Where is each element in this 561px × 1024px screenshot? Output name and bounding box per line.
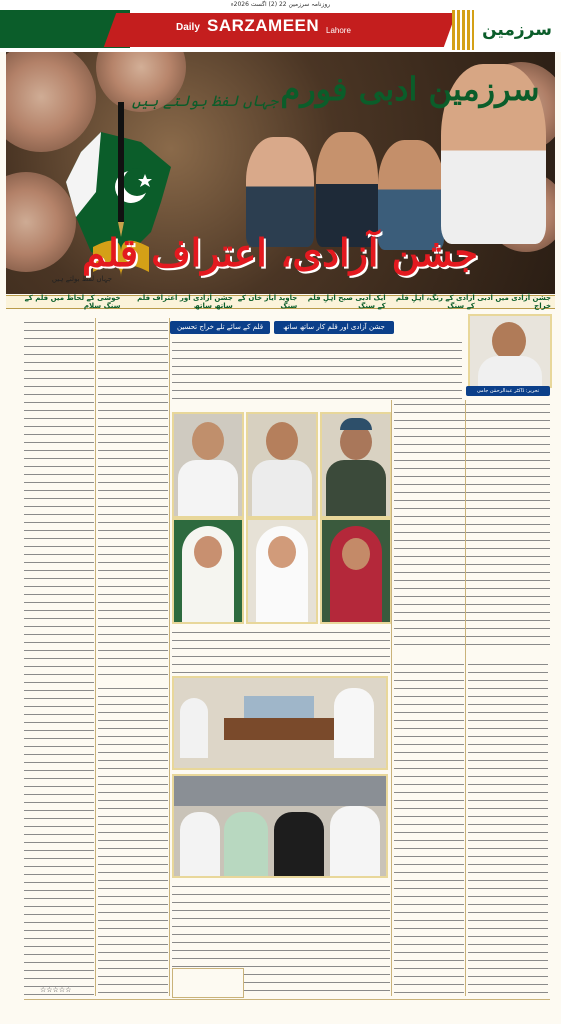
page-headline: جشن آزادی، اعتراف قلم <box>81 230 479 275</box>
attendees-row <box>244 696 314 718</box>
masthead-stripes <box>452 10 474 50</box>
forum-subtitle: جہاں لفظ بولتے ہیں <box>131 92 279 110</box>
column-rule <box>95 318 96 996</box>
article-intro <box>172 338 462 404</box>
masthead-city: Lahore <box>326 26 351 35</box>
attendee <box>334 688 374 758</box>
subheading-item: ایک ادبی صبح اہلِ قلم کے سنگ <box>307 294 386 310</box>
article-column <box>394 660 464 996</box>
person <box>180 812 220 876</box>
face <box>268 536 296 568</box>
masthead-daily: Daily <box>176 22 200 33</box>
section-end-stars: ☆☆☆☆☆ <box>40 986 72 994</box>
bottom-rule <box>24 999 550 1000</box>
photo-guest-elder <box>172 412 244 518</box>
column-rule <box>169 318 170 996</box>
column-rule <box>465 400 466 996</box>
event-photo-meeting <box>172 676 388 770</box>
article-column <box>98 318 168 678</box>
author-photo <box>468 314 552 388</box>
back-row <box>174 776 386 806</box>
clothing <box>326 460 386 516</box>
photo-guest-woman-1 <box>172 518 244 624</box>
photo-guest-speaker <box>246 412 318 518</box>
newspaper-logo: سرزمین <box>482 20 552 40</box>
subheading-strip <box>6 295 555 309</box>
clothing <box>252 460 312 516</box>
photo-guest-poet <box>320 412 392 518</box>
article-column <box>394 400 550 650</box>
inset-box <box>172 968 244 998</box>
subheading-item: جشن آزادی اور اعتراف قلم ساتھ ساتھ <box>137 294 233 310</box>
author-face <box>492 322 526 360</box>
person <box>330 806 380 876</box>
photo-guest-woman-3 <box>320 518 392 624</box>
article-paragraph <box>172 628 390 676</box>
face <box>194 536 222 568</box>
masthead-title: SARZAMEEN <box>207 16 320 35</box>
column-rule <box>391 400 392 996</box>
date-line: روزنامہ سرزمین 22 (2) اگست 2026ء <box>0 0 561 10</box>
author-shirt <box>478 356 542 386</box>
cap <box>340 418 372 430</box>
subheading-item: آزادی کے رنگ، اہلِ قلم کے سنگ <box>395 294 475 310</box>
article-column <box>24 318 94 996</box>
forum-title: سرزمین ادبی فورم <box>280 70 540 108</box>
table <box>224 718 334 740</box>
face <box>266 422 298 460</box>
banner-tagline: جہاں لفظ بولتے ہیں <box>51 275 113 283</box>
article-column <box>468 660 548 996</box>
photo-guest-woman-2 <box>246 518 318 624</box>
event-photo-group <box>172 774 388 878</box>
attendee <box>180 698 208 758</box>
section-tag: قلم کے سائے تلے خراج تحسین <box>170 321 270 334</box>
subheading-item: جاوید ایاز خان کے سنگ <box>237 294 298 310</box>
clothing <box>178 460 238 516</box>
subheading-item: خوشی کے لحاظ میں قلم کے سنگ سلام <box>24 294 121 310</box>
author-caption: تحریر: ڈاکٹر عبدالرحمٰن جامی <box>466 386 550 396</box>
article-column <box>98 684 168 996</box>
face <box>342 538 370 570</box>
person <box>224 812 268 876</box>
person <box>274 812 324 876</box>
face <box>192 422 224 460</box>
subheading-item: جشن آزادی میں ادبی خراج <box>477 294 551 310</box>
section-tag: جشن آزادی اور قلم کار ساتھ ساتھ <box>274 321 394 334</box>
